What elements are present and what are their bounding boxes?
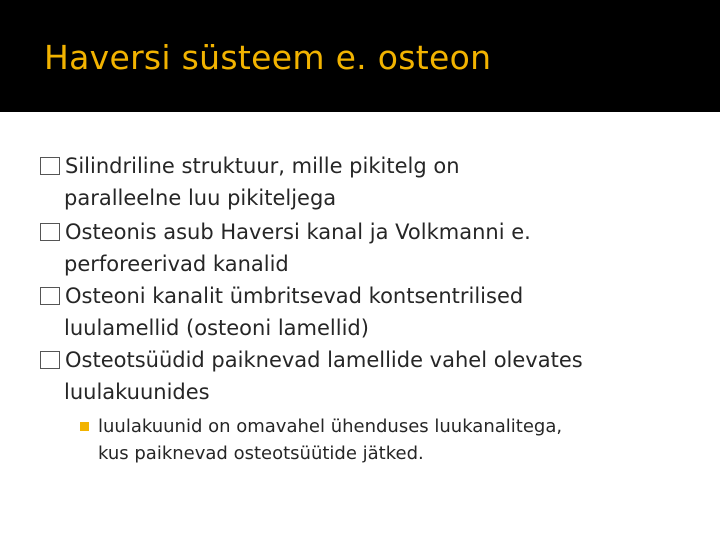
square-bullet-icon [80, 422, 89, 431]
bullet-item [40, 150, 700, 214]
bullet-item [40, 216, 700, 280]
bullet-item [40, 344, 700, 408]
bullet-text: Osteotsüüdid paiknevad lamellide vahel olevates [65, 348, 583, 372]
missing-glyph-box-icon [40, 351, 60, 369]
missing-glyph-box-icon [40, 287, 60, 305]
bullet-item [40, 280, 700, 344]
bullet-text-continued: luulamellid (osteoni lamellid) [64, 316, 369, 340]
slide-title: Haversi süsteem e. osteon [44, 38, 492, 77]
sub-bullet-text: luulakuunid on omavahel ühenduses luukanalitega, [98, 416, 563, 437]
sub-bullet-item [80, 413, 680, 467]
missing-glyph-box-icon [40, 223, 60, 241]
bullet-text-continued: perforeerivad kanalid [64, 252, 289, 276]
missing-glyph-box-icon [40, 157, 60, 175]
title-bar [0, 0, 720, 112]
bullet-text: Osteonis asub Haversi kanal ja Volkmanni e. [65, 220, 531, 244]
sub-bullet-text-continued: kus paiknevad osteotsüütide jätked. [98, 443, 424, 464]
bullet-text: Silindriline struktuur, mille pikitelg on [65, 154, 460, 178]
bullet-text: Osteoni kanalit ümbritsevad kontsentrilised [65, 284, 524, 308]
bullet-text-continued: luulakuunides [64, 380, 210, 404]
bullet-text-continued: paralleelne luu pikiteljega [64, 186, 337, 210]
